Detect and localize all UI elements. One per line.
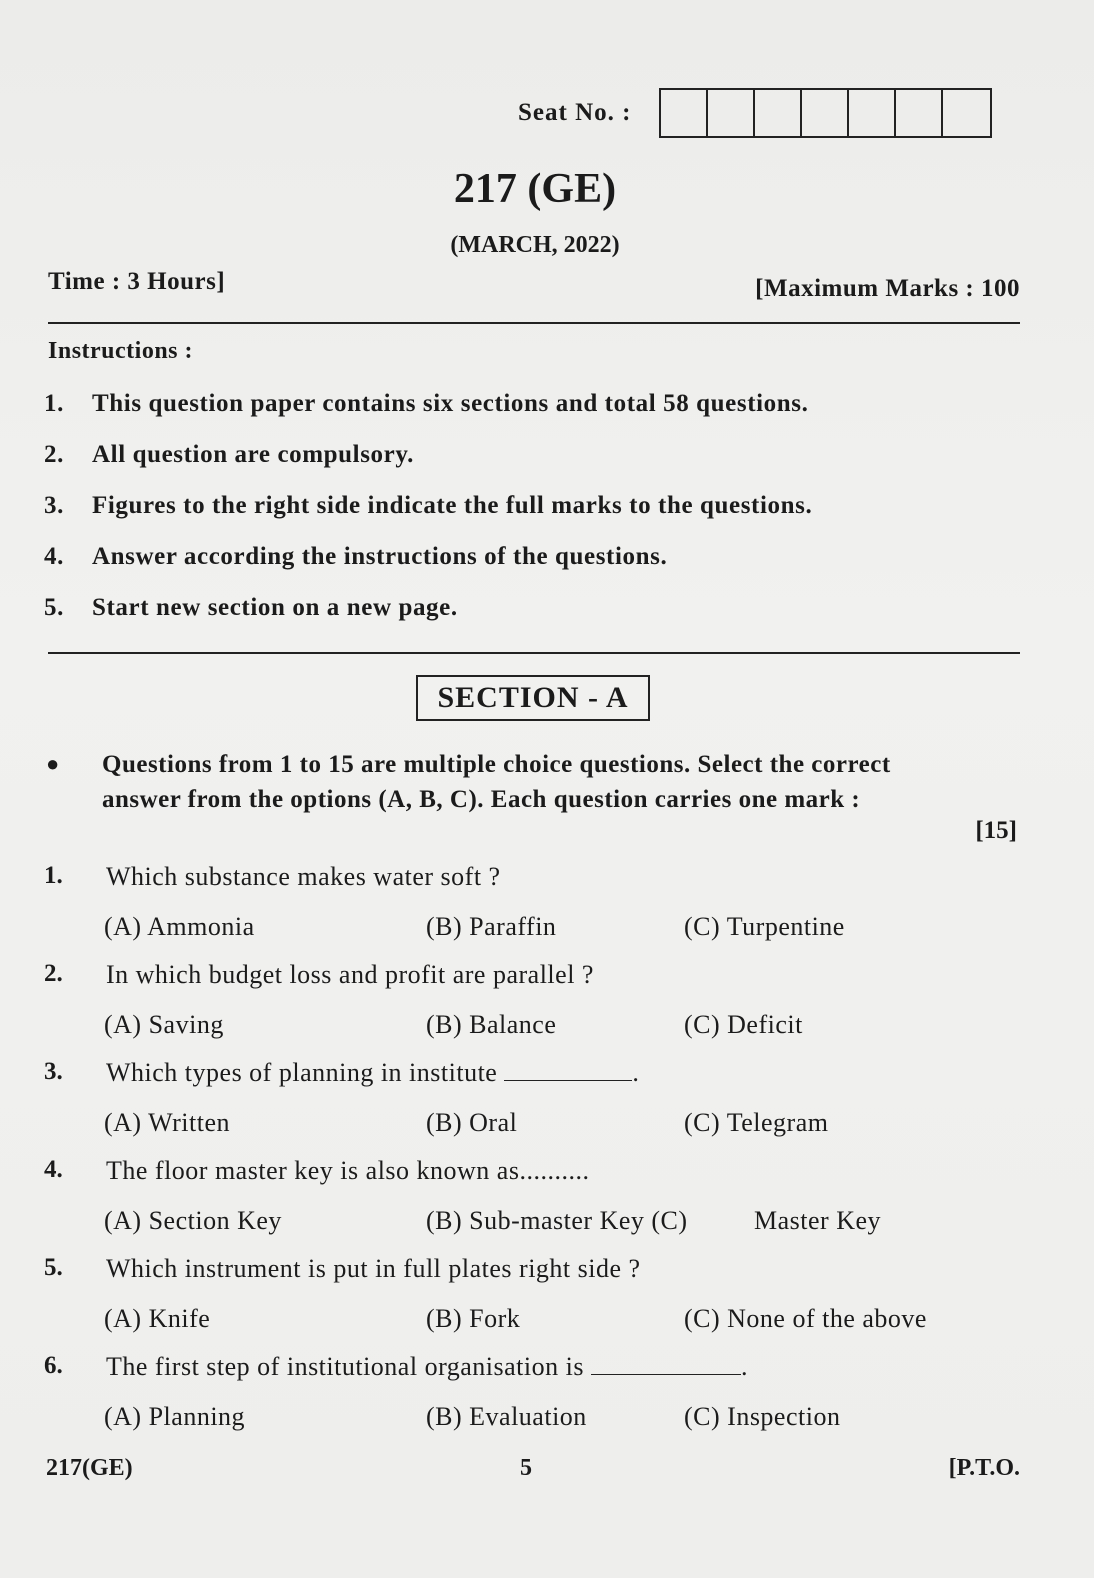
instruction-text: Answer according the instructions of the questions.	[92, 543, 668, 570]
seat-box[interactable]	[755, 90, 802, 136]
instruction-item	[44, 594, 1034, 645]
instruction-number: 1.	[44, 390, 64, 417]
instruction-text: All question are compulsory.	[92, 441, 414, 468]
instructions-title: Instructions :	[48, 338, 194, 364]
page-number: 5	[520, 1455, 532, 1481]
question-list	[44, 862, 1034, 1450]
divider	[48, 322, 1020, 324]
instruction-item	[44, 492, 1034, 543]
question-number: 6.	[44, 1352, 63, 1379]
option-b: (B) Oral	[426, 1108, 518, 1137]
option-c: (C) None of the above	[684, 1304, 927, 1333]
question-item	[44, 960, 1034, 1058]
option-c: (C) Turpentine	[684, 912, 845, 941]
section-marks: [15]	[975, 817, 1017, 844]
option-a: (A) Planning	[104, 1402, 246, 1431]
question-text: Which substance makes water soft ?	[106, 862, 501, 891]
seat-boxes[interactable]	[659, 88, 992, 138]
option-b: (B) Fork	[426, 1304, 521, 1333]
section-title: SECTION - A	[416, 675, 650, 721]
question-item	[44, 862, 1034, 960]
question-text-content: The first step of institutional organisation is	[106, 1352, 584, 1381]
seat-box[interactable]	[661, 90, 708, 136]
section-note	[44, 747, 1019, 844]
question-number: 3.	[44, 1058, 63, 1085]
question-item	[44, 1156, 1034, 1254]
seat-box[interactable]	[943, 90, 990, 136]
option-b: (B) Evaluation	[426, 1402, 587, 1431]
seat-label: Seat No. :	[518, 99, 632, 126]
option-b: (B) Balance	[426, 1010, 557, 1039]
option-b: (B) Paraffin	[426, 912, 557, 941]
question-item	[44, 1058, 1034, 1156]
instruction-text: Figures to the right side indicate the full marks to the questions.	[92, 492, 813, 519]
footer-paper-code: 217(GE)	[46, 1455, 133, 1481]
option-a: (A) Knife	[104, 1304, 211, 1333]
max-marks: [Maximum Marks : 100	[755, 275, 1020, 302]
instruction-number: 4.	[44, 543, 64, 570]
pto-label: [P.T.O.	[948, 1455, 1020, 1481]
seat-number-field	[518, 88, 992, 138]
question-text: The first step of institutional organisation is .	[106, 1352, 748, 1381]
instruction-item	[44, 390, 1034, 441]
option-a: (A) Written	[104, 1108, 230, 1137]
seat-box[interactable]	[896, 90, 943, 136]
section-note-text: Questions from 1 to 15 are multiple choice questions. Select the correct answer from the options (A, B, C). Each question carries one mark :	[102, 751, 891, 813]
seat-box[interactable]	[802, 90, 849, 136]
option-c: (C) Telegram	[684, 1108, 829, 1137]
instruction-item	[44, 441, 1034, 492]
instructions-list	[44, 390, 1034, 645]
option-c: (C) Inspection	[684, 1402, 841, 1431]
question-number: 2.	[44, 960, 63, 987]
question-number: 5.	[44, 1254, 63, 1281]
question-text: Which types of planning in institute .	[106, 1058, 640, 1087]
seat-box[interactable]	[708, 90, 755, 136]
paper-code-title: 217 (GE)	[453, 166, 617, 212]
option-c: (C) Deficit	[684, 1010, 803, 1039]
instruction-item	[44, 543, 1034, 594]
option-a: (A) Saving	[104, 1010, 224, 1039]
answer-blank	[591, 1352, 741, 1375]
question-text-content: Which types of planning in institute	[106, 1058, 498, 1087]
question-item	[44, 1254, 1034, 1352]
question-text: In which budget loss and profit are parallel ?	[106, 960, 594, 989]
instruction-number: 3.	[44, 492, 64, 519]
exam-time: Time : 3 Hours]	[48, 268, 226, 295]
option-c: Master Key	[754, 1206, 882, 1235]
bullet-icon: ●	[46, 751, 60, 776]
question-text: Which instrument is put in full plates right side ?	[106, 1254, 641, 1283]
seat-box[interactable]	[849, 90, 896, 136]
option-b: (B) Sub-master Key (C)	[426, 1206, 688, 1235]
question-text: The floor master key is also known as..........	[106, 1156, 590, 1185]
option-a: (A) Ammonia	[104, 912, 255, 941]
option-a: (A) Section Key	[104, 1206, 282, 1235]
question-number: 1.	[44, 862, 63, 889]
instruction-text: Start new section on a new page.	[92, 594, 458, 621]
instruction-number: 5.	[44, 594, 64, 621]
answer-blank	[504, 1058, 632, 1081]
instruction-number: 2.	[44, 441, 64, 468]
divider	[48, 652, 1020, 654]
instruction-text: This question paper contains six sections and total 58 questions.	[92, 390, 809, 417]
question-number: 4.	[44, 1156, 63, 1183]
question-item	[44, 1352, 1034, 1450]
exam-date: (MARCH, 2022)	[450, 232, 620, 258]
